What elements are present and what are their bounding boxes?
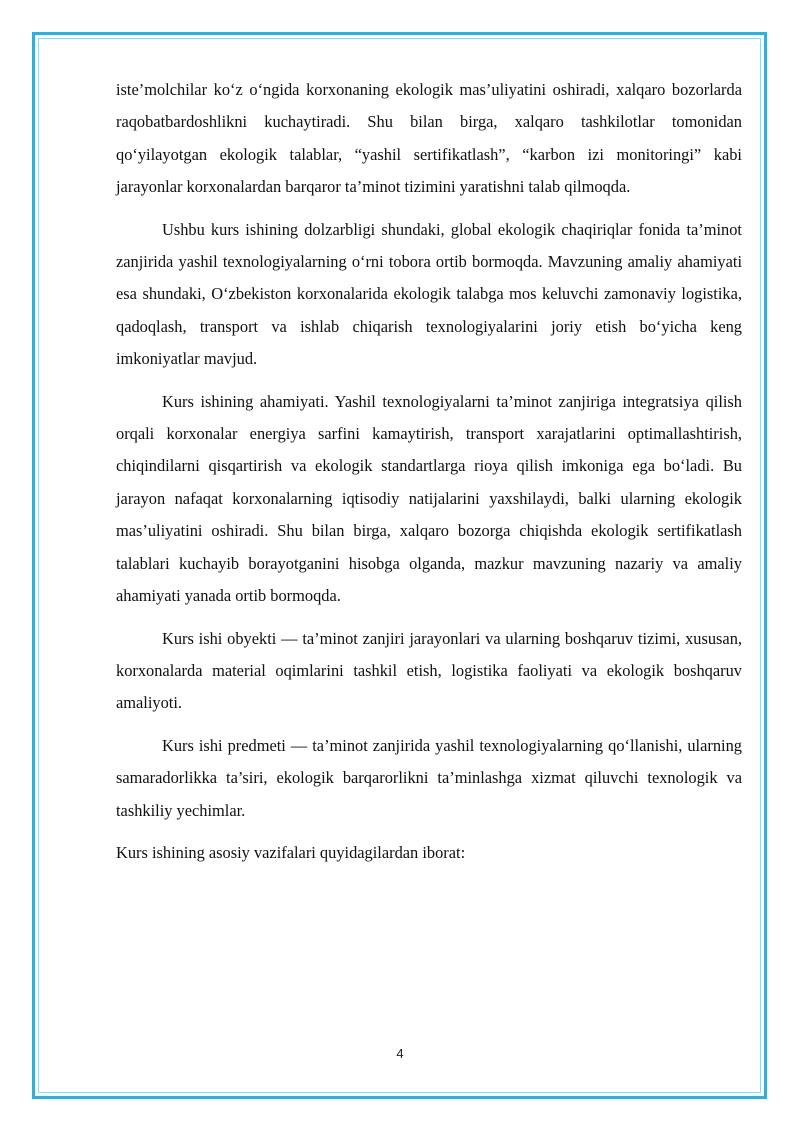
paragraph-continuation: iste’molchilar ko‘z o‘ngida korxonaning ekologik mas’uliyatini oshiradi, xalqaro bozorlarda raqobatbardoshlikni kuchaytiradi. Shu bilan birga, xalqaro tashkilotlar tomonidan qo‘yilayotgan ekologik talablar, “yashil sertifikatlash”, “karbon izi monitoringi” kabi jarayonlar korxonalardan barqaror ta’minot tizimini yaratishni talab qilmoqda. bbox=[116, 80, 742, 197]
paragraph-importance: Kurs ishining ahamiyati. Yashil texnologiyalarni ta’minot zanjiriga integratsiya qilish orqali korxonalar energiya sarfini kamaytirish, transport xarajatlarini optimallashtirish, chiqindilarni qisqartirish va ekologik standartlarga rioya qilish imkoniga ega bo‘ladi. Bu jarayon nafaqat korxonalarning iqtisodiy natijalarini yaxshilaydi, balki ularning ekologik mas’uliyatini oshiradi. Shu bilan birga, xalqaro bozorga chiqishda ekologik sertifikatlash talablari kuchayib borayotganini hisobga olganda, mazkur mavzuning nazariy va amaliy ahamiyati yanada ortib bormoqda. bbox=[116, 391, 742, 606]
paragraph-relevance: Ushbu kurs ishining dolzarbligi shundaki, global ekologik chaqiriqlar fonida ta’minot zanjirida yashil texnologiyalarning o‘rni tobora ortib bormoqda. Mavzuning amaliy ahamiyati esa shundaki, O‘zbekiston korxonalarida ekologik talabga mos keluvchi zamonaviy logistika, qadoqlash, transport va ishlab chiqarish texnologiyalarini joriy etish bo‘yicha keng imkoniyatlar mavjud. bbox=[116, 219, 742, 369]
paragraph-tasks-intro: Kurs ishining asosiy vazifalari quyidagilardan iborat: bbox=[116, 842, 466, 862]
paragraph-object: Kurs ishi obyekti — ta’minot zanjiri jarayonlari va ularning boshqaruv tizimi, xususan, korxonalarda material oqimlarini tashkil etish, logistika faoliyati va ekologik boshqaruv amaliyoti. bbox=[116, 628, 742, 713]
document-body bbox=[116, 74, 742, 879]
page-number: 4 bbox=[396, 1046, 404, 1061]
paragraph-subject: Kurs ishi predmeti — ta’minot zanjirida yashil texnologiyalarning qo‘llanishi, ularning samaradorlikka ta’siri, ekologik barqarorlikni ta’minlashga xizmat qiluvchi texnologik va tashkiliy yechimlar. bbox=[116, 735, 742, 820]
